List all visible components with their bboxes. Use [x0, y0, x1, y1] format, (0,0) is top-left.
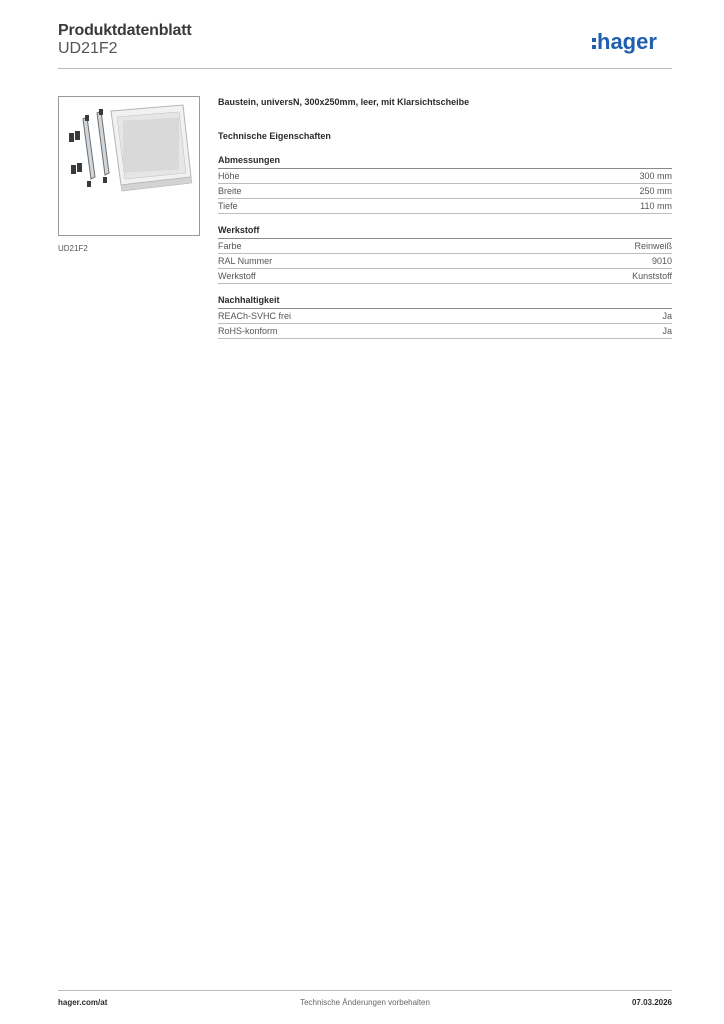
page-header: [58, 22, 672, 68]
product-illustration: [59, 97, 199, 235]
logo-text: hager: [597, 29, 657, 54]
spec-value: 110 mm: [640, 201, 672, 211]
spec-row: [218, 184, 672, 199]
spec-value: 300 mm: [639, 171, 672, 181]
spec-group-dimensions: [218, 154, 672, 214]
spec-label: Höhe: [218, 171, 240, 181]
spec-group-sustainability: [218, 294, 672, 339]
spec-row: [218, 254, 672, 269]
spec-row: [218, 169, 672, 184]
spec-value: 9010: [651, 256, 672, 266]
product-description: Baustein, universN, 300x250mm, leer, mit Klarsichtscheibe: [218, 97, 470, 107]
spec-label: REACh-SVHC frei: [218, 311, 292, 321]
spec-label: Tiefe: [218, 201, 238, 211]
spec-label: Farbe: [218, 241, 242, 251]
spec-group-title: Werkstoff: [218, 224, 672, 239]
spec-row: [218, 324, 672, 339]
product-details: [218, 96, 672, 339]
page-title: Produktdatenblatt: [58, 22, 192, 39]
product-code: UD21F2: [58, 40, 118, 57]
mounting-rails: [83, 111, 109, 179]
header-divider: [58, 68, 672, 69]
spec-label: Breite: [218, 186, 242, 196]
spec-label: Werkstoff: [218, 271, 256, 281]
spec-label: RAL Nummer: [218, 256, 273, 266]
spec-row: [218, 309, 672, 324]
footer-divider: [58, 990, 672, 991]
product-image: [58, 96, 200, 236]
enclosure-panel: [111, 105, 192, 191]
spec-group-title: Abmessungen: [218, 154, 672, 169]
spec-value: Kunststoff: [632, 271, 672, 281]
spec-value: Ja: [662, 311, 672, 321]
footer-notice: Technische Änderungen vorbehalten: [300, 998, 430, 1007]
spec-row: [218, 199, 672, 214]
spec-group-material: [218, 224, 672, 284]
spec-value: Reinweiß: [634, 241, 672, 251]
spec-row: [218, 269, 672, 284]
spec-label: RoHS-konform: [218, 326, 278, 336]
spec-row: [218, 239, 672, 254]
page-footer: [58, 998, 672, 1012]
spec-value: 250 mm: [639, 186, 672, 196]
spec-value: Ja: [662, 326, 672, 336]
hager-logo: [592, 26, 672, 56]
footer-website-link[interactable]: hager.com/at: [58, 998, 108, 1007]
image-caption: UD21F2: [58, 244, 88, 253]
footer-date: 07.03.2026: [631, 998, 672, 1007]
specs-section-title: Technische Eigenschaften: [218, 131, 331, 141]
spec-group-title: Nachhaltigkeit: [218, 294, 672, 309]
